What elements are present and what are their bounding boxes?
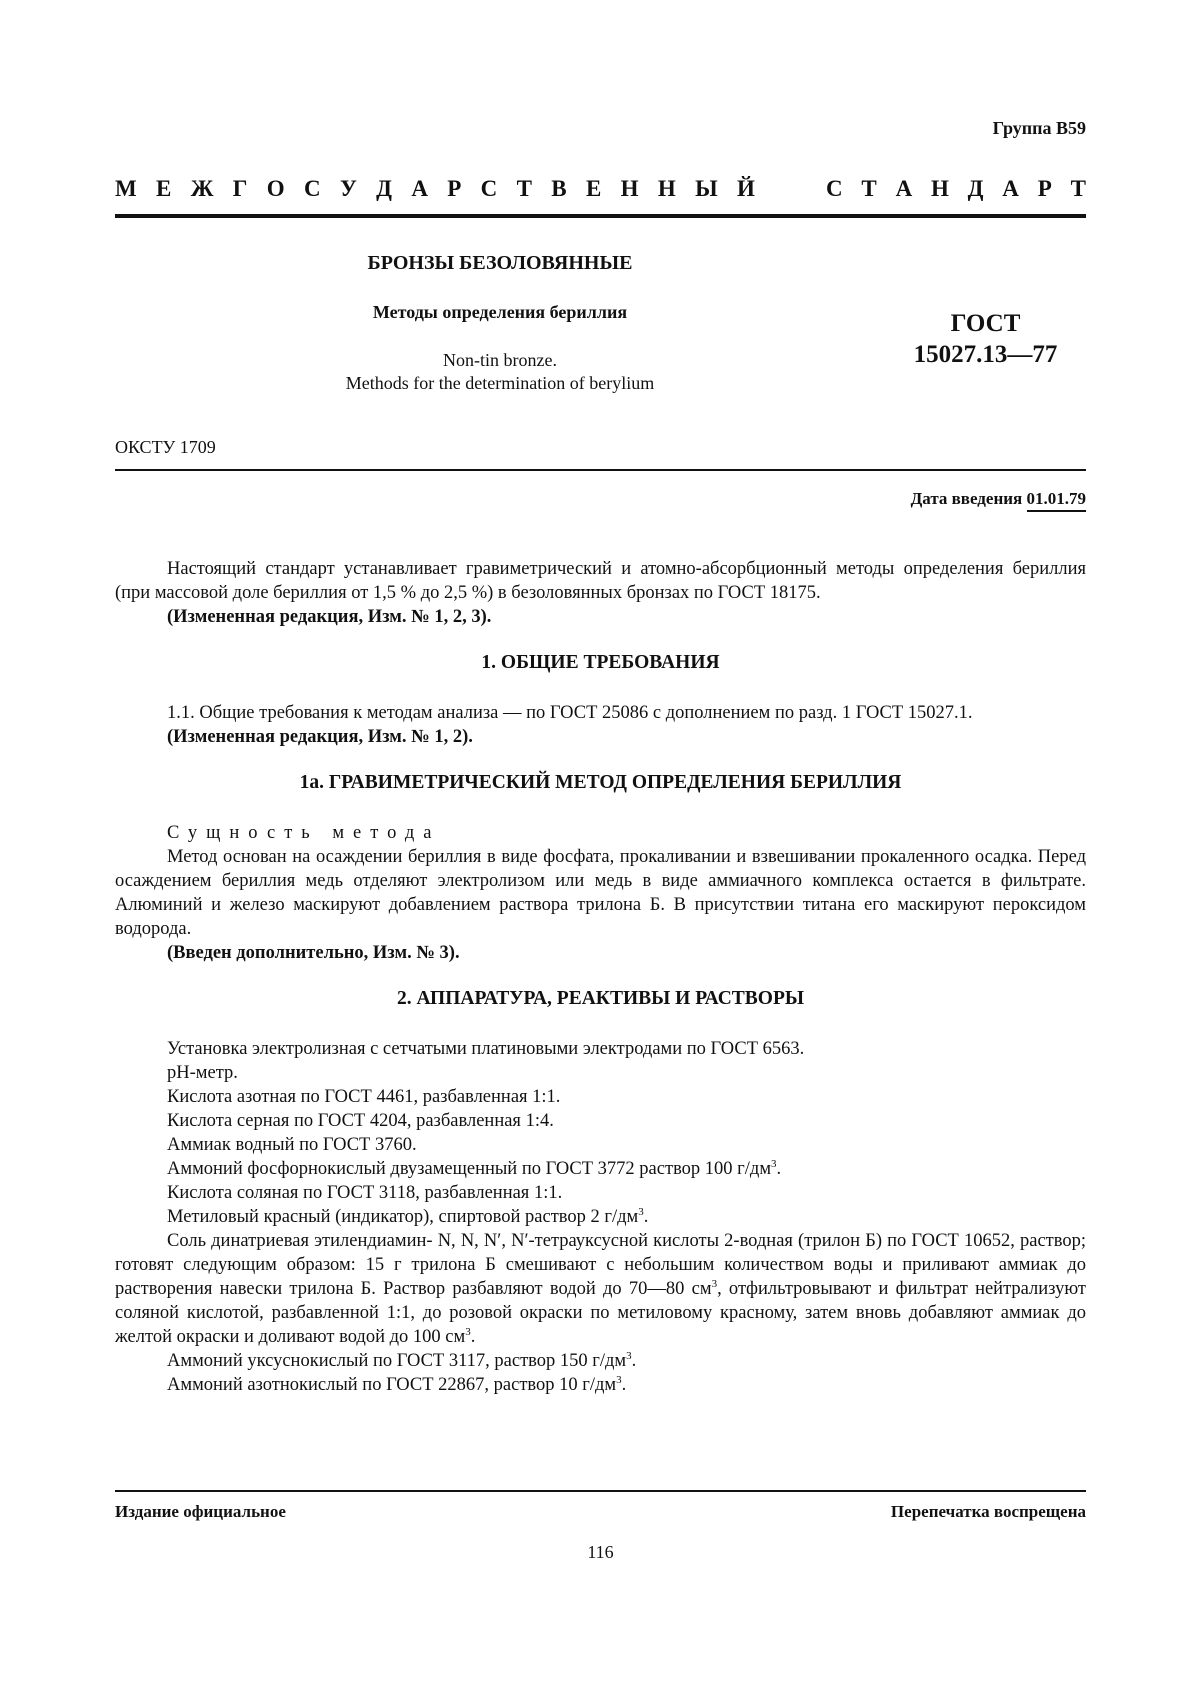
document-title: БРОНЗЫ БЕЗОЛОВЯННЫЕ [367,252,633,274]
banner-letter: С [480,176,498,201]
amendment-note: (Измененная редакция, Изм. № 1, 2, 3). [167,607,492,627]
gost-designation [885,308,1086,370]
amendment-note: (Введен дополнительно, Изм. № 3). [167,943,460,963]
reagent-item: Кислота соляная по ГОСТ 3118, разбавленная 1:1. [167,1183,563,1203]
reagent-item-trilon: Соль динатриевая этилендиамин- N, N, N′, N′-тетрауксусной кислоты 2-водная (трилон Б) по ГОСТ 10652, раствор; готовят следующим образом: 15 г трилона Б смешивают с небольшим количеством воды и приливают аммиак до растворения навески трилона Б. Раствор разбавляют водой до 70—80 $см^3$, отфильтровывают и фильтрат нейтрализуют соляной кислотой, разбавленной 1:1, до розовой окраски по метиловому красному, затем вновь добавляют аммиак до желтой окраски и доливают водой до 100 $см^3$. [115,1231,1086,1347]
banner-letter: С [826,176,843,201]
gost-number: 15027.13—77 [913,341,1058,368]
okstu-code: ОКСТУ 1709 [115,437,216,457]
banner-letter: Е [585,176,602,201]
date-value: 01.01.79 [1027,489,1087,512]
section-heading-1: 1. ОБЩИЕ ТРЕБОВАНИЯ [481,652,720,673]
banner-letter: Т [516,176,532,201]
date-label: Дата введения [910,489,1023,508]
reagent-item: Метиловый красный (индикатор), спиртовой раствор 2 $г/дм^3$. [167,1205,649,1227]
banner-letter: Т [1070,176,1086,201]
introduction-date [911,489,1086,509]
banner-letter: Р [1037,176,1052,201]
official-edition: Издание официальное [115,1502,286,1521]
banner-letter: Т [861,176,877,201]
group-code: Группа В59 [992,118,1086,138]
banner-letter: Ы [695,176,718,201]
reprint-prohibited: Перепечатка воспрещена [890,1502,1086,1521]
clause-1-1: 1.1. Общие требования к методам анализа — по ГОСТ 25086 с дополнением по разд. 1 ГОСТ 15027.1. [167,703,973,723]
banner-letter: Д [376,176,392,201]
banner-letter: Й [736,176,755,201]
reagent-item: Установка электролизная с сетчатыми платиновыми электродами по ГОСТ 6563. [167,1039,805,1059]
banner-letter: Ж [190,176,214,201]
reagent-item: Аммоний фосфорнокислый двузамещенный по ГОСТ 3772 раствор 100 $г/дм^3$. [167,1157,782,1179]
banner-letter: Н [620,176,639,201]
section-heading-2: 2. АППАРАТУРА, РЕАКТИВЫ И РАСТВОРЫ [396,988,805,1009]
banner-letter: В [551,176,567,201]
banner-letter: А [411,176,428,201]
banner-letter: А [895,176,913,201]
amendment-note: (Измененная редакция, Изм. № 1, 2). [167,727,473,747]
reagent-item: Кислота серная по ГОСТ 4204, разбавленная 1:4. [167,1111,554,1131]
gost-label: ГОСТ [950,310,1021,337]
intro-paragraph: Настоящий стандарт устанавливает гравиметрический и атомно-абсорбционный методы определения бериллия (при массовой доле бериллия от 1,5 % до 2,5 %) в безоловянных бронзах по ГОСТ 18175. [115,559,1086,603]
interstate-word [115,176,755,202]
document-body [115,557,1086,1397]
english-title [115,349,885,395]
banner-letter: Н [657,176,676,201]
reagent-item: Аммиак водный по ГОСТ 3760. [167,1135,417,1155]
document-page [115,0,1086,1697]
section-heading-1a: 1а. ГРАВИМЕТРИЧЕСКИЙ МЕТОД ОПРЕДЕЛЕНИЯ БЕРИЛЛИЯ [299,772,902,793]
page-number: 116 [587,1542,614,1562]
english-title-line2: Methods for the determination of berylium [345,373,655,393]
document-subtitle: Методы определения бериллия [372,302,628,322]
banner-letter: Н [930,176,949,201]
method-essence-text: Метод основан на осаждении бериллия в виде фосфата, прокаливании и взвешивании прокаленного осадка. Перед осаждением бериллия медь отделяют электролизом или медь в виде аммиачного комплекса остается в фильтрате. Алюминий и железо маскируют добавлением раствора трилона Б. В присутствии титана его маскируют пероксидом водорода. [115,847,1086,939]
english-title-line1: Non-tin bronze. [443,350,557,370]
banner-letter: Г [232,176,248,201]
header-rule [115,214,1086,218]
title-rule [115,469,1086,471]
footer-rule [115,1490,1086,1492]
standard-word [826,176,1086,202]
banner-letter: У [339,176,357,201]
banner-letter: А [1002,176,1019,201]
banner-letter: Р [447,176,462,201]
reagent-item: pH-метр. [167,1063,238,1083]
reagent-item: Аммоний азотнокислый по ГОСТ 22867, раствор 10 $г/дм^3$. [167,1373,627,1395]
reagent-item: Аммоний уксуснокислый по ГОСТ 3117, раствор 150 $г/дм^3$. [167,1349,637,1371]
banner-letter: М [115,176,137,201]
method-essence-label: Сущность метода [167,823,441,843]
interstate-standard-banner [115,176,1086,202]
reagent-item: Кислота азотная по ГОСТ 4461, разбавленная 1:1. [167,1087,561,1107]
banner-letter: С [303,176,321,201]
banner-letter: Е [156,176,172,201]
banner-letter: О [266,176,285,201]
banner-letter: Д [967,176,984,201]
